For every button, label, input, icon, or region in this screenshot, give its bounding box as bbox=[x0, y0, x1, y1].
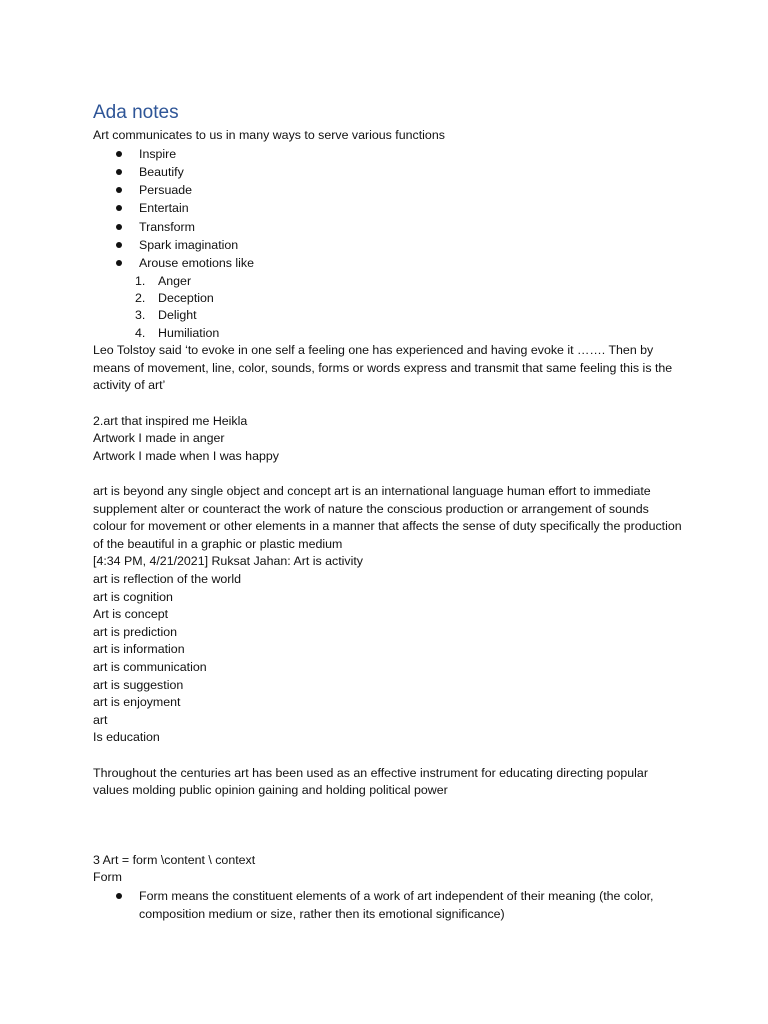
form-list bbox=[93, 887, 683, 924]
section2-line: Artwork I made in anger bbox=[93, 431, 225, 446]
document-title: Ada notes bbox=[93, 102, 179, 123]
document-page bbox=[93, 100, 683, 924]
chat-line: [4:34 PM, 4/21/2021] Ruksat Jahan: Art is activity bbox=[93, 554, 363, 569]
chat-line: art is cognition bbox=[93, 589, 173, 604]
list-item: 3. Delight bbox=[135, 308, 197, 323]
list-item: 4. Humiliation bbox=[135, 325, 220, 340]
bullet-icon bbox=[116, 224, 122, 230]
chat-line: art is prediction bbox=[93, 624, 178, 639]
bullet-icon bbox=[116, 205, 122, 211]
bullet-icon bbox=[116, 242, 122, 248]
chat-line: art is reflection of the world bbox=[93, 572, 242, 587]
form-label: Form bbox=[93, 870, 122, 885]
list-item: Persuade bbox=[93, 181, 683, 199]
bullet-icon bbox=[116, 151, 122, 157]
tolstoy-quote: Leo Tolstoy said ‘to evoke in one self a feeling one has experienced and having evoke it ……. Then by means of movement, line, color, sounds, forms or words express and transmit that same feeling this is the activity of art’ bbox=[93, 343, 673, 393]
list-item: 1. Anger bbox=[135, 273, 192, 288]
bullet-icon bbox=[116, 169, 122, 175]
bullet-icon bbox=[116, 260, 122, 266]
list-item: Inspire bbox=[93, 145, 683, 163]
list-item: Beautify bbox=[93, 163, 683, 181]
list-item: 2. Deception bbox=[135, 291, 214, 306]
section2-line: 2.art that inspired me Heikla bbox=[93, 413, 248, 428]
bullet-icon bbox=[116, 893, 122, 899]
intro-line: Art communicates to us in many ways to serve various functions bbox=[93, 128, 445, 142]
chat-line: Art is concept bbox=[93, 607, 169, 622]
bullet-icon bbox=[116, 187, 122, 193]
section3-heading: 3 Art = form \content \ context bbox=[93, 852, 256, 867]
chat-line: art is enjoyment bbox=[93, 695, 181, 710]
centuries-paragraph: Throughout the centuries art has been used as an effective instrument for educating directing popular values molding public opinion gaining and holding political power bbox=[93, 765, 648, 798]
chat-line: art is communication bbox=[93, 659, 207, 674]
list-item: Arouse emotions like bbox=[93, 254, 683, 272]
list-item: Form means the constituent elements of a work of art independent of their meaning (the color, composition medium or size, rather then its emotional significance) bbox=[93, 887, 683, 924]
list-item: Spark imagination bbox=[93, 236, 683, 254]
chat-line: art is suggestion bbox=[93, 677, 184, 692]
chat-line: Is education bbox=[93, 730, 160, 745]
section2-line: Artwork I made when I was happy bbox=[93, 448, 279, 463]
list-item: Entertain bbox=[93, 199, 683, 217]
chat-line: art is information bbox=[93, 642, 185, 657]
functions-list bbox=[93, 145, 683, 273]
art-definition: art is beyond any single object and concept art is an international language human effort to immediate supplement alter or counteract the work of nature the conscious production or arrangement of sounds colour for movement or other elements in a manner that affects the sense of duty specifically the production of the beautiful in a graphic or plastic medium bbox=[93, 484, 682, 551]
emotions-list bbox=[93, 273, 683, 343]
chat-line: art bbox=[93, 712, 108, 727]
list-item: Transform bbox=[93, 218, 683, 236]
